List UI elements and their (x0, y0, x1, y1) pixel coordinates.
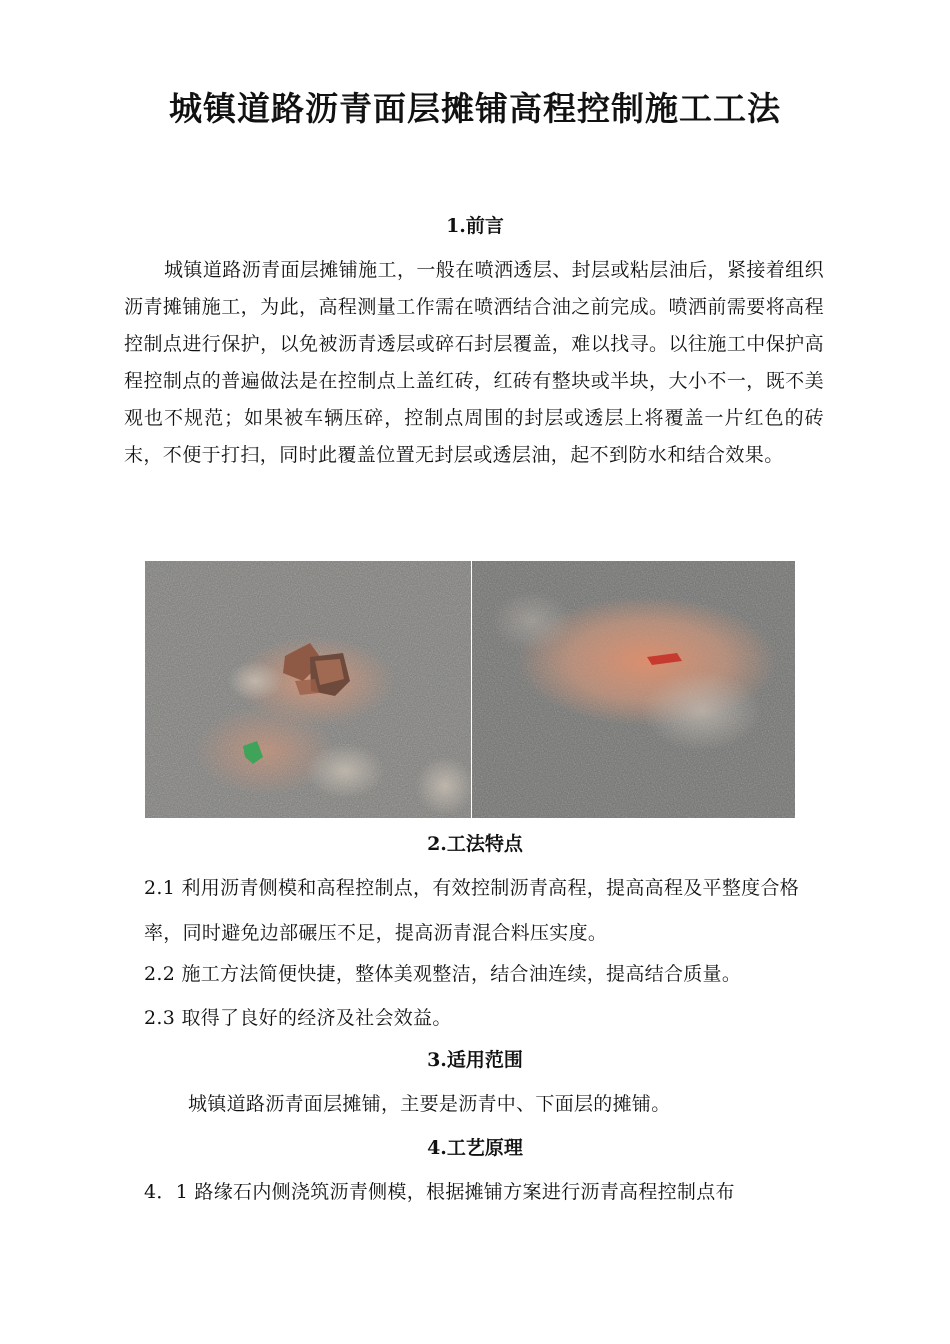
feature-item: 2.3 取得了良好的经济及社会效益。 (144, 1007, 452, 1029)
photo-strip (145, 561, 795, 818)
section-heading-introduction: 1.前言 (446, 215, 504, 237)
feature-item: 2.1 利用沥青侧模和高程控制点，有效控制沥青高程，提高高程及平整度合格率，同时避免边部碾压不足，提高沥青混合料压实度。 (144, 877, 800, 944)
red-dust-stain-photo (472, 561, 795, 818)
introduction-paragraph: 城镇道路沥青面层摊铺施工，一般在喷洒透层、封层或粘层油后，紧接着组织沥青摊铺施工，为此，高程测量工作需在喷洒结合油之前完成。喷洒前需要将高程控制点进行保护，以免被沥青透层或碎石封层覆盖，难以找寻。以往施工中保护高程控制点的普遍做法是在控制点上盖红砖，红砖有整块或半块，大小不一，既不美观也不规范；如果被车辆压碎，控制点周围的封层或透层上将覆盖一片红色的砖末，不便于打扫，同时此覆盖位置无封层或透层油，起不到防水和结合效果。 (124, 259, 824, 466)
scope-paragraph: 城镇道路沥青面层摊铺，主要是沥青中、下面层的摊铺。 (188, 1093, 671, 1115)
section-heading-scope: 3.适用范围 (427, 1049, 523, 1071)
section-heading-features: 2.工法特点 (427, 833, 523, 855)
section-heading-principle: 4.工艺原理 (427, 1137, 523, 1159)
feature-item: 2.2 施工方法简便快捷，整体美观整洁，结合油连续，提高结合质量。 (144, 963, 742, 985)
brick-on-asphalt-photo (145, 561, 471, 818)
principle-item: 4．1 路缘石内侧浇筑沥青侧模，根据摊铺方案进行沥青高程控制点布 (144, 1181, 735, 1203)
document-title: 城镇道路沥青面层摊铺高程控制施工工法 (169, 89, 781, 128)
